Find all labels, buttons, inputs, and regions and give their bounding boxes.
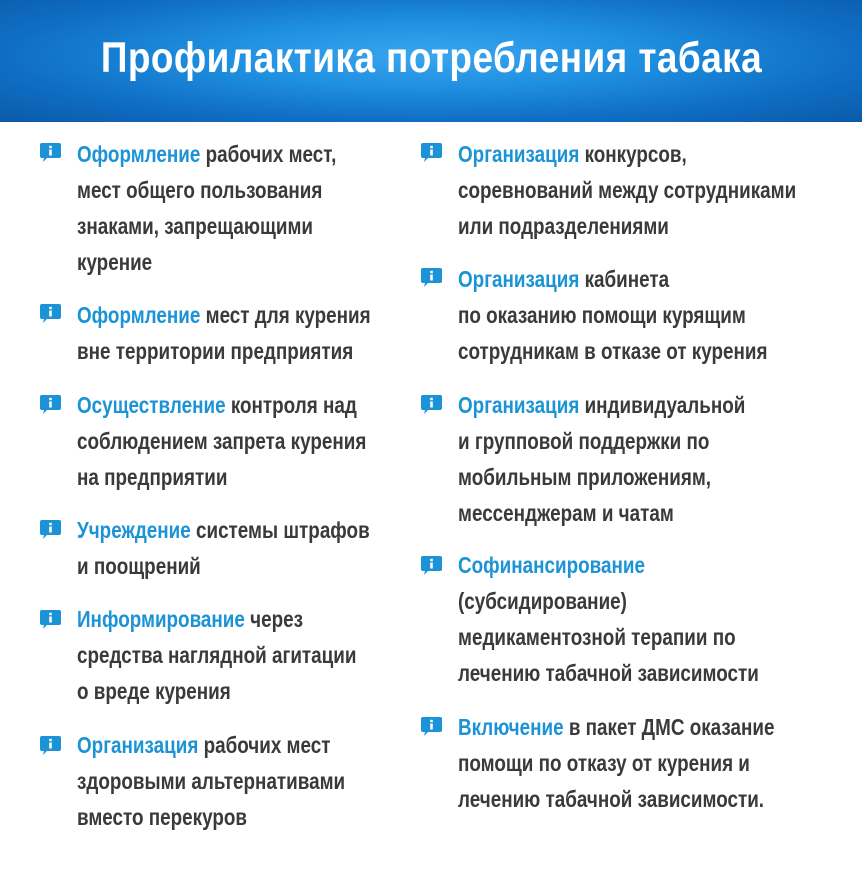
item-text: контроля над — [225, 392, 357, 418]
item-text: индивидуальной — [579, 392, 746, 418]
item-line: здоровыми альтернативами — [77, 768, 346, 794]
header-banner — [0, 0, 862, 122]
item-line: (субсидирование) — [458, 588, 627, 614]
list-item — [77, 601, 356, 709]
info-icon — [421, 717, 442, 736]
info-icon — [40, 520, 61, 539]
item-text: в пакет ДМС оказание — [563, 714, 775, 740]
item-first-line — [77, 512, 370, 548]
item-line: и поощрений — [77, 553, 201, 579]
item-line: сотрудникам в отказе от курения — [458, 338, 768, 364]
info-icon — [421, 268, 442, 287]
info-icon — [421, 556, 442, 575]
info-icon — [421, 143, 442, 162]
item-keyword: Организация — [458, 266, 580, 292]
item-text: мест для курения — [200, 302, 371, 328]
item-keyword: Софинансирование — [458, 552, 645, 578]
list-item — [458, 136, 796, 244]
item-line: мобильным приложениям, — [458, 464, 712, 490]
list-item — [458, 709, 774, 817]
info-icon — [421, 395, 442, 414]
item-keyword: Оформление — [77, 302, 201, 328]
item-first-line — [77, 601, 356, 637]
item-text: кабинета — [579, 266, 670, 292]
item-keyword: Включение — [458, 714, 564, 740]
page-title: Профилактика потребления табака — [100, 33, 762, 82]
item-line: мессенджерам и чатам — [458, 500, 674, 526]
item-keyword: Учреждение — [77, 517, 191, 543]
info-icon — [40, 143, 61, 162]
item-line: курение — [77, 249, 153, 275]
info-icon — [40, 395, 61, 414]
item-line: лечению табачной зависимости — [458, 660, 759, 686]
item-text: конкурсов, — [579, 141, 687, 167]
item-line: вне территории предприятия — [77, 338, 354, 364]
item-line: и групповой поддержки по — [458, 428, 710, 454]
item-text: рабочих мест — [198, 732, 331, 758]
item-line: помощи по отказу от курения и — [458, 750, 750, 776]
item-first-line — [458, 547, 759, 583]
item-first-line — [77, 297, 371, 333]
list-item — [77, 727, 345, 835]
list-item — [77, 387, 366, 495]
item-text: рабочих мест, — [200, 141, 337, 167]
item-first-line — [77, 387, 366, 423]
item-keyword: Оформление — [77, 141, 201, 167]
item-first-line — [458, 387, 745, 423]
item-first-line — [77, 727, 345, 763]
list-item — [458, 261, 767, 369]
item-first-line — [458, 709, 774, 745]
list-item — [458, 387, 745, 531]
item-line: или подразделениями — [458, 213, 669, 239]
item-line: медикаментозной терапии по — [458, 624, 736, 650]
item-first-line — [458, 261, 767, 297]
item-first-line — [458, 136, 796, 172]
item-line: мест общего пользования — [77, 177, 323, 203]
item-text: через — [244, 606, 303, 632]
item-line: по оказанию помощи курящим — [458, 302, 746, 328]
list-item — [77, 297, 371, 369]
item-keyword: Организация — [458, 141, 580, 167]
list-item — [77, 512, 370, 584]
info-icon — [40, 304, 61, 323]
item-keyword: Организация — [77, 732, 199, 758]
item-text: системы штрафов — [190, 517, 370, 543]
item-first-line — [77, 136, 336, 172]
item-line: соревнований между сотрудниками — [458, 177, 797, 203]
item-line: знаками, запрещающими — [77, 213, 314, 239]
item-line: соблюдением запрета курения — [77, 428, 367, 454]
item-keyword: Информирование — [77, 606, 245, 632]
item-keyword: Осуществление — [77, 392, 226, 418]
item-line: вместо перекуров — [77, 804, 247, 830]
item-line: лечению табачной зависимости. — [458, 786, 765, 812]
item-line: средства наглядной агитации — [77, 642, 357, 668]
list-item — [458, 547, 759, 691]
list-item — [77, 136, 336, 280]
item-line: о вреде курения — [77, 678, 231, 704]
item-line: на предприятии — [77, 464, 228, 490]
info-icon — [40, 610, 61, 629]
item-keyword: Организация — [458, 392, 580, 418]
info-icon — [40, 736, 61, 755]
